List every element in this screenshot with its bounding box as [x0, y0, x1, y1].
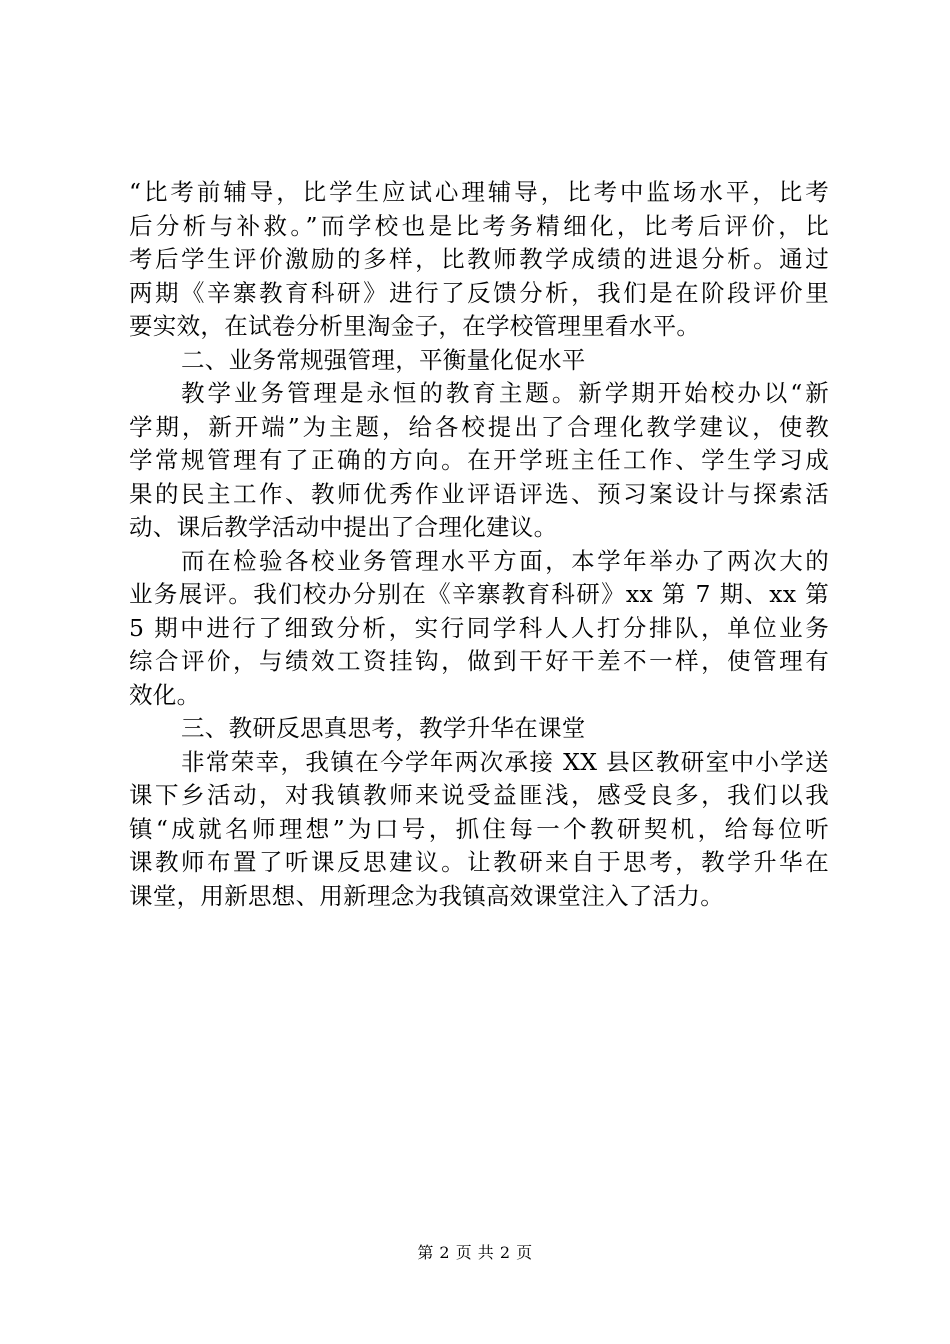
text-line: 果的民主工作、教师优秀作业评语评选、预习案设计与探索活	[129, 479, 829, 508]
section-heading: 三、教研反思真思考，教学升华在课堂	[181, 714, 586, 742]
text-line: 课下乡活动，对我镇教师来说受益匪浅，感受良多，我们以我	[129, 781, 829, 809]
text-line: “比考前辅导，比学生应试心理辅导，比考中监场水平，比考	[129, 178, 829, 206]
page-footer: 第 2 页 共 2 页	[417, 1243, 533, 1262]
text-line: 镇“成就名师理想”为口号，抓住每一个教研契机，给每位听	[129, 814, 829, 843]
text-line: 后分析与补救。”而学校也是比考务精细化，比考后评价，比	[129, 211, 829, 240]
text-line: 效化。	[129, 680, 201, 709]
text-line: 非常荣幸，我镇在今学年两次承接 XX 县区教研室中小学送	[181, 747, 829, 776]
text-line: 课教师布置了听课反思建议。让教研来自于思考，教学升华在	[129, 848, 829, 876]
text-line: 课堂，用新思想、用新理念为我镇高效课堂注入了活力。	[129, 881, 724, 910]
text-line: 5 期中进行了细致分析，实行同学科人人打分排队，单位业务	[129, 613, 829, 642]
text-line: 学期，新开端”为主题，给各校提出了合理化教学建议，使教	[129, 412, 829, 441]
text-line: 考后学生评价激励的多样，比教师教学成绩的进退分析。通过	[129, 245, 829, 273]
text-line: 而在检验各校业务管理水平方面，本学年举办了两次大的	[181, 546, 829, 575]
text-line: 教学业务管理是永恒的教育主题。新学期开始校办以“新	[181, 379, 829, 407]
text-line: 动、课后教学活动中提出了合理化建议。	[129, 513, 558, 541]
section-heading: 二、业务常规强管理，平衡量化促水平	[181, 345, 586, 374]
document-body	[129, 176, 829, 913]
text-line: 综合评价，与绩效工资挂钩，做到干好干差不一样，使管理有	[129, 647, 829, 675]
text-line: 两期《辛寨教育科研》进行了反馈分析，我们是在阶段评价里	[129, 278, 829, 307]
text-line: 学常规管理有了正确的方向。在开学班主任工作、学生学习成	[129, 446, 829, 474]
text-line: 业务展评。我们校办分别在《辛寨教育科研》xx 第 7 期、xx 第	[129, 580, 829, 608]
text-line: 要实效，在试卷分析里淘金子，在学校管理里看水平。	[129, 312, 701, 340]
